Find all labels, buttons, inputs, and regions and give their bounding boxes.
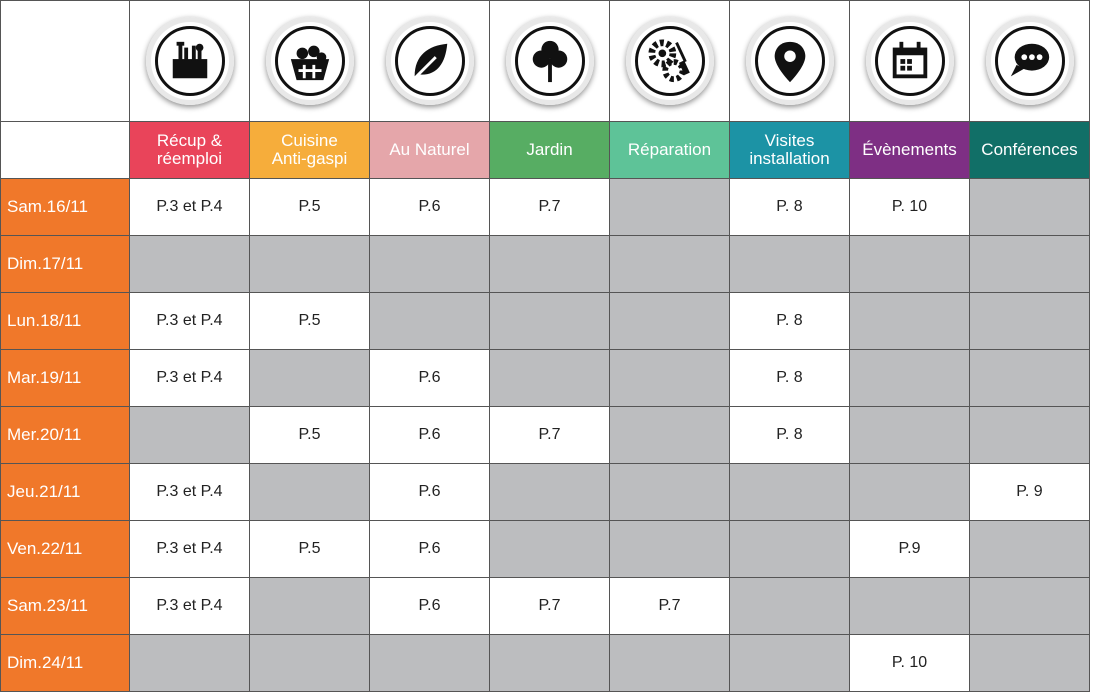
category-header-evenements (850, 122, 970, 179)
empty-cell (250, 578, 370, 635)
category-header-reparation (610, 122, 730, 179)
toolbox-icon (155, 26, 225, 96)
empty-cell (610, 179, 730, 236)
empty-cell (490, 236, 610, 293)
category-label: Jardin (526, 140, 573, 159)
tree-icon-badge (506, 17, 594, 105)
page-reference: P.9 (850, 521, 970, 578)
page-reference: P.3 et P.4 (130, 578, 250, 635)
icon-cell-conferences (970, 0, 1090, 122)
empty-cell (730, 635, 850, 692)
empty-cell (970, 293, 1090, 350)
empty-cell (850, 350, 970, 407)
page-reference: P.3 et P.4 (130, 350, 250, 407)
empty-cell (850, 407, 970, 464)
map-pin-icon (755, 26, 825, 96)
empty-cell (850, 293, 970, 350)
empty-cell (610, 407, 730, 464)
empty-cell (610, 350, 730, 407)
food-basket-icon (275, 26, 345, 96)
category-label: Visites installation (749, 131, 830, 168)
page-reference: P.7 (490, 179, 610, 236)
page-reference: P.6 (370, 179, 490, 236)
empty-cell (970, 236, 1090, 293)
category-label: Évènements (862, 140, 957, 159)
category-header-cuisine-anti-gaspi (250, 122, 370, 179)
empty-cell (850, 578, 970, 635)
category-header-visites-installation (730, 122, 850, 179)
empty-cell (730, 578, 850, 635)
empty-cell (970, 635, 1090, 692)
page-reference: P.5 (250, 293, 370, 350)
day-label: Ven.22/11 (0, 521, 130, 578)
empty-cell (850, 464, 970, 521)
category-header-recup-reemploi (130, 122, 250, 179)
page-reference: P.7 (490, 407, 610, 464)
empty-cell (610, 635, 730, 692)
day-label: Dim.24/11 (0, 635, 130, 692)
map-pin-icon-badge (746, 17, 834, 105)
empty-cell (970, 407, 1090, 464)
calendar-icon (875, 26, 945, 96)
page-reference: P.6 (370, 407, 490, 464)
empty-cell (370, 635, 490, 692)
page-reference: P. 8 (730, 350, 850, 407)
page-reference: P.3 et P.4 (130, 179, 250, 236)
empty-cell (250, 635, 370, 692)
empty-cell (250, 350, 370, 407)
empty-cell (970, 179, 1090, 236)
category-header-au-naturel (370, 122, 490, 179)
page-reference: P.5 (250, 521, 370, 578)
empty-cell (130, 236, 250, 293)
empty-cell (970, 350, 1090, 407)
page-reference: P.6 (370, 464, 490, 521)
header-blank (0, 122, 130, 179)
icon-cell-cuisine-anti-gaspi (250, 0, 370, 122)
empty-cell (130, 407, 250, 464)
day-label: Lun.18/11 (0, 293, 130, 350)
empty-cell (490, 293, 610, 350)
empty-cell (850, 236, 970, 293)
corner-blank (0, 0, 130, 122)
category-label: Au Naturel (389, 140, 470, 159)
page-reference: P.5 (250, 179, 370, 236)
empty-cell (250, 464, 370, 521)
empty-cell (610, 236, 730, 293)
empty-cell (610, 464, 730, 521)
icon-cell-evenements (850, 0, 970, 122)
empty-cell (370, 293, 490, 350)
icon-cell-jardin (490, 0, 610, 122)
page-reference: P. 9 (970, 464, 1090, 521)
food-basket-icon-badge (266, 17, 354, 105)
day-label: Mer.20/11 (0, 407, 130, 464)
page-reference: P.7 (490, 578, 610, 635)
page-reference: P. 10 (850, 635, 970, 692)
tree-icon (515, 26, 585, 96)
gears-screwdriver-icon (635, 26, 705, 96)
empty-cell (490, 350, 610, 407)
page-reference: P. 8 (730, 293, 850, 350)
empty-cell (610, 293, 730, 350)
empty-cell (490, 635, 610, 692)
page-reference: P.3 et P.4 (130, 521, 250, 578)
page-reference: P.6 (370, 521, 490, 578)
empty-cell (730, 521, 850, 578)
icon-cell-visites-installation (730, 0, 850, 122)
day-label: Sam.16/11 (0, 179, 130, 236)
empty-cell (370, 236, 490, 293)
page-reference: P.3 et P.4 (130, 293, 250, 350)
empty-cell (730, 464, 850, 521)
empty-cell (490, 521, 610, 578)
leaf-icon (395, 26, 465, 96)
day-label: Mar.19/11 (0, 350, 130, 407)
category-label: Réparation (627, 140, 712, 159)
page-reference: P.7 (610, 578, 730, 635)
day-label: Jeu.21/11 (0, 464, 130, 521)
icon-cell-recup-reemploi (130, 0, 250, 122)
category-label: Récup & réemploi (156, 131, 223, 168)
category-header-jardin (490, 122, 610, 179)
gears-screwdriver-icon-badge (626, 17, 714, 105)
leaf-icon-badge (386, 17, 474, 105)
page-reference: P. 8 (730, 179, 850, 236)
empty-cell (730, 236, 850, 293)
category-header-conferences (970, 122, 1090, 179)
empty-cell (970, 578, 1090, 635)
speech-bubbles-icon (995, 26, 1065, 96)
calendar-icon-badge (866, 17, 954, 105)
page-reference: P.3 et P.4 (130, 464, 250, 521)
page-reference: P.6 (370, 350, 490, 407)
page-reference: P.6 (370, 578, 490, 635)
icon-cell-au-naturel (370, 0, 490, 122)
empty-cell (490, 464, 610, 521)
speech-bubbles-icon-badge (986, 17, 1074, 105)
day-label: Dim.17/11 (0, 236, 130, 293)
page-reference: P.5 (250, 407, 370, 464)
empty-cell (610, 521, 730, 578)
empty-cell (250, 236, 370, 293)
empty-cell (970, 521, 1090, 578)
category-label: Conférences (981, 140, 1078, 159)
page-reference: P. 10 (850, 179, 970, 236)
empty-cell (130, 635, 250, 692)
page-reference: P. 8 (730, 407, 850, 464)
toolbox-icon-badge (146, 17, 234, 105)
icon-cell-reparation (610, 0, 730, 122)
category-label: Cuisine Anti-gaspi (271, 131, 348, 168)
day-label: Sam.23/11 (0, 578, 130, 635)
